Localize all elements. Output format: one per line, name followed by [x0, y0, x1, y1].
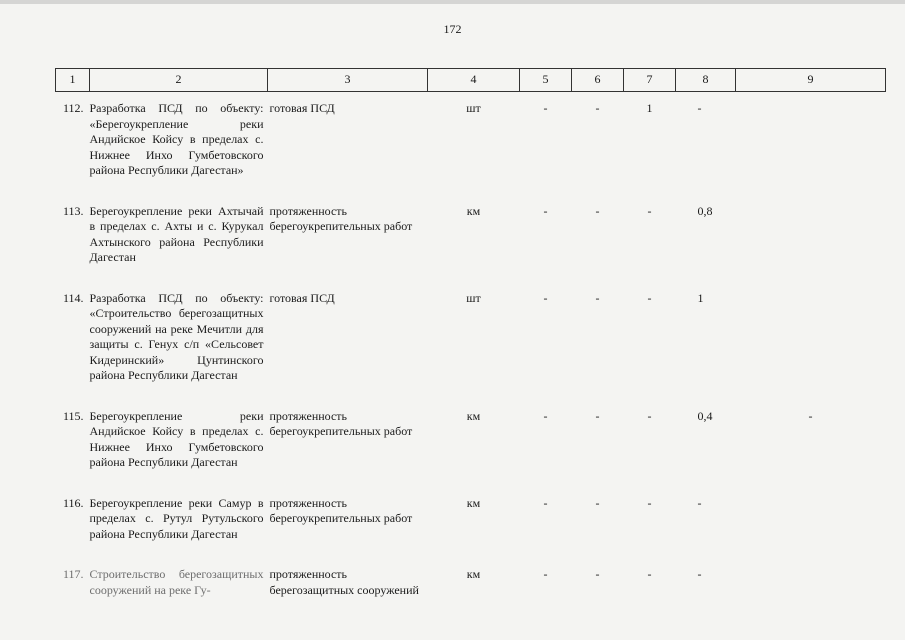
- row-indicator: готовая ПСД: [269, 101, 335, 115]
- table-row: [56, 92, 886, 195]
- row-number: 112.: [62, 101, 84, 115]
- row-indicator: протяженность берегоукрепительных работ: [269, 203, 413, 233]
- header-col-8: 8: [676, 69, 736, 92]
- header-col-2: 2: [90, 69, 268, 92]
- row-col9: [736, 487, 886, 559]
- row-col9: [736, 558, 886, 614]
- header-col-7: 7: [624, 69, 676, 92]
- header-col-9: 9: [736, 69, 886, 92]
- page-number: 172: [443, 22, 462, 36]
- row-col9: -: [808, 408, 813, 423]
- row-col7: -: [647, 408, 652, 423]
- row-col7: -: [647, 495, 652, 510]
- row-name: Берегоукрепление реки Самур в пределах с. Рутул Рутульского района Республики Дагестан: [89, 495, 264, 541]
- row-name: Разработка ПСД по объекту: «Строительство берегозащитных сооружений на реке Мечитли для защиты с. Генух с/п «Сельсовет Кидеринский» Цунтинского района Республики Дагестан: [89, 290, 264, 382]
- row-name: Берегоукрепление реки Андийское Койсу в пределах с. Нижнее Инхо Гумбетовского района Республики Дагестан: [89, 408, 264, 469]
- row-col5: -: [543, 567, 548, 581]
- row-col9: [736, 92, 886, 195]
- table-row: [56, 195, 886, 282]
- row-col5: -: [543, 290, 548, 305]
- row-number: 114.: [62, 290, 84, 305]
- row-col7: -: [647, 567, 652, 581]
- row-col5: -: [543, 203, 548, 218]
- row-col8: 0,8: [697, 203, 713, 218]
- table-row: [56, 558, 886, 614]
- row-col8: 1: [697, 290, 704, 305]
- row-col8: -: [697, 495, 702, 510]
- row-name: Берегоукрепление реки Ахтычай в пределах с. Ахты и с. Курукал Ахтынского района Республики Дагестан: [89, 203, 264, 264]
- row-col6: -: [595, 290, 600, 305]
- row-col5: -: [543, 408, 548, 423]
- table-row: [56, 487, 886, 559]
- row-col5: -: [543, 495, 548, 510]
- row-col6: -: [595, 203, 600, 218]
- header-row: [56, 69, 886, 92]
- row-col8: -: [697, 567, 702, 581]
- row-unit: км: [466, 408, 481, 423]
- row-unit: шт: [466, 101, 481, 115]
- row-col6: -: [595, 101, 600, 115]
- row-col7: -: [647, 203, 652, 218]
- row-col9: [736, 195, 886, 282]
- data-table: [55, 68, 886, 614]
- row-unit: шт: [466, 290, 481, 305]
- table-row: [56, 282, 886, 400]
- header-col-4: 4: [428, 69, 520, 92]
- row-col6: -: [595, 567, 600, 581]
- row-unit: км: [466, 203, 481, 218]
- row-indicator: протяженность берегоукрепительных работ: [269, 495, 413, 525]
- row-col7: 1: [646, 101, 653, 115]
- row-indicator: протяженность берегоукрепительных работ: [269, 408, 413, 438]
- row-col7: -: [647, 290, 652, 305]
- row-col8: -: [697, 101, 702, 115]
- row-indicator: протяженность берегозащитных сооружений: [269, 567, 419, 597]
- row-number: 116.: [62, 495, 84, 510]
- row-col9: [736, 282, 886, 400]
- header-col-6: 6: [572, 69, 624, 92]
- row-number: 113.: [62, 203, 84, 218]
- row-name: Строительство берегозащитных сооружений на реке Гу-: [89, 567, 264, 597]
- row-indicator: готовая ПСД: [269, 290, 335, 305]
- table-row: [56, 400, 886, 487]
- header-col-5: 5: [520, 69, 572, 92]
- row-col5: -: [543, 101, 548, 115]
- header-col-3: 3: [268, 69, 428, 92]
- row-unit: км: [466, 567, 481, 581]
- row-number: 117.: [62, 567, 84, 581]
- row-col6: -: [595, 408, 600, 423]
- row-name: Разработка ПСД по объекту: «Берегоукрепление реки Андийское Койсу в пределах с. Нижнее Инхо Гумбетовского района Республики Дагестан»: [89, 101, 264, 177]
- row-number: 115.: [62, 408, 84, 423]
- header-col-1: 1: [56, 69, 90, 92]
- row-unit: км: [466, 495, 481, 510]
- row-col8: 0,4: [697, 408, 713, 423]
- row-col6: -: [595, 495, 600, 510]
- page-top-edge: [0, 0, 905, 4]
